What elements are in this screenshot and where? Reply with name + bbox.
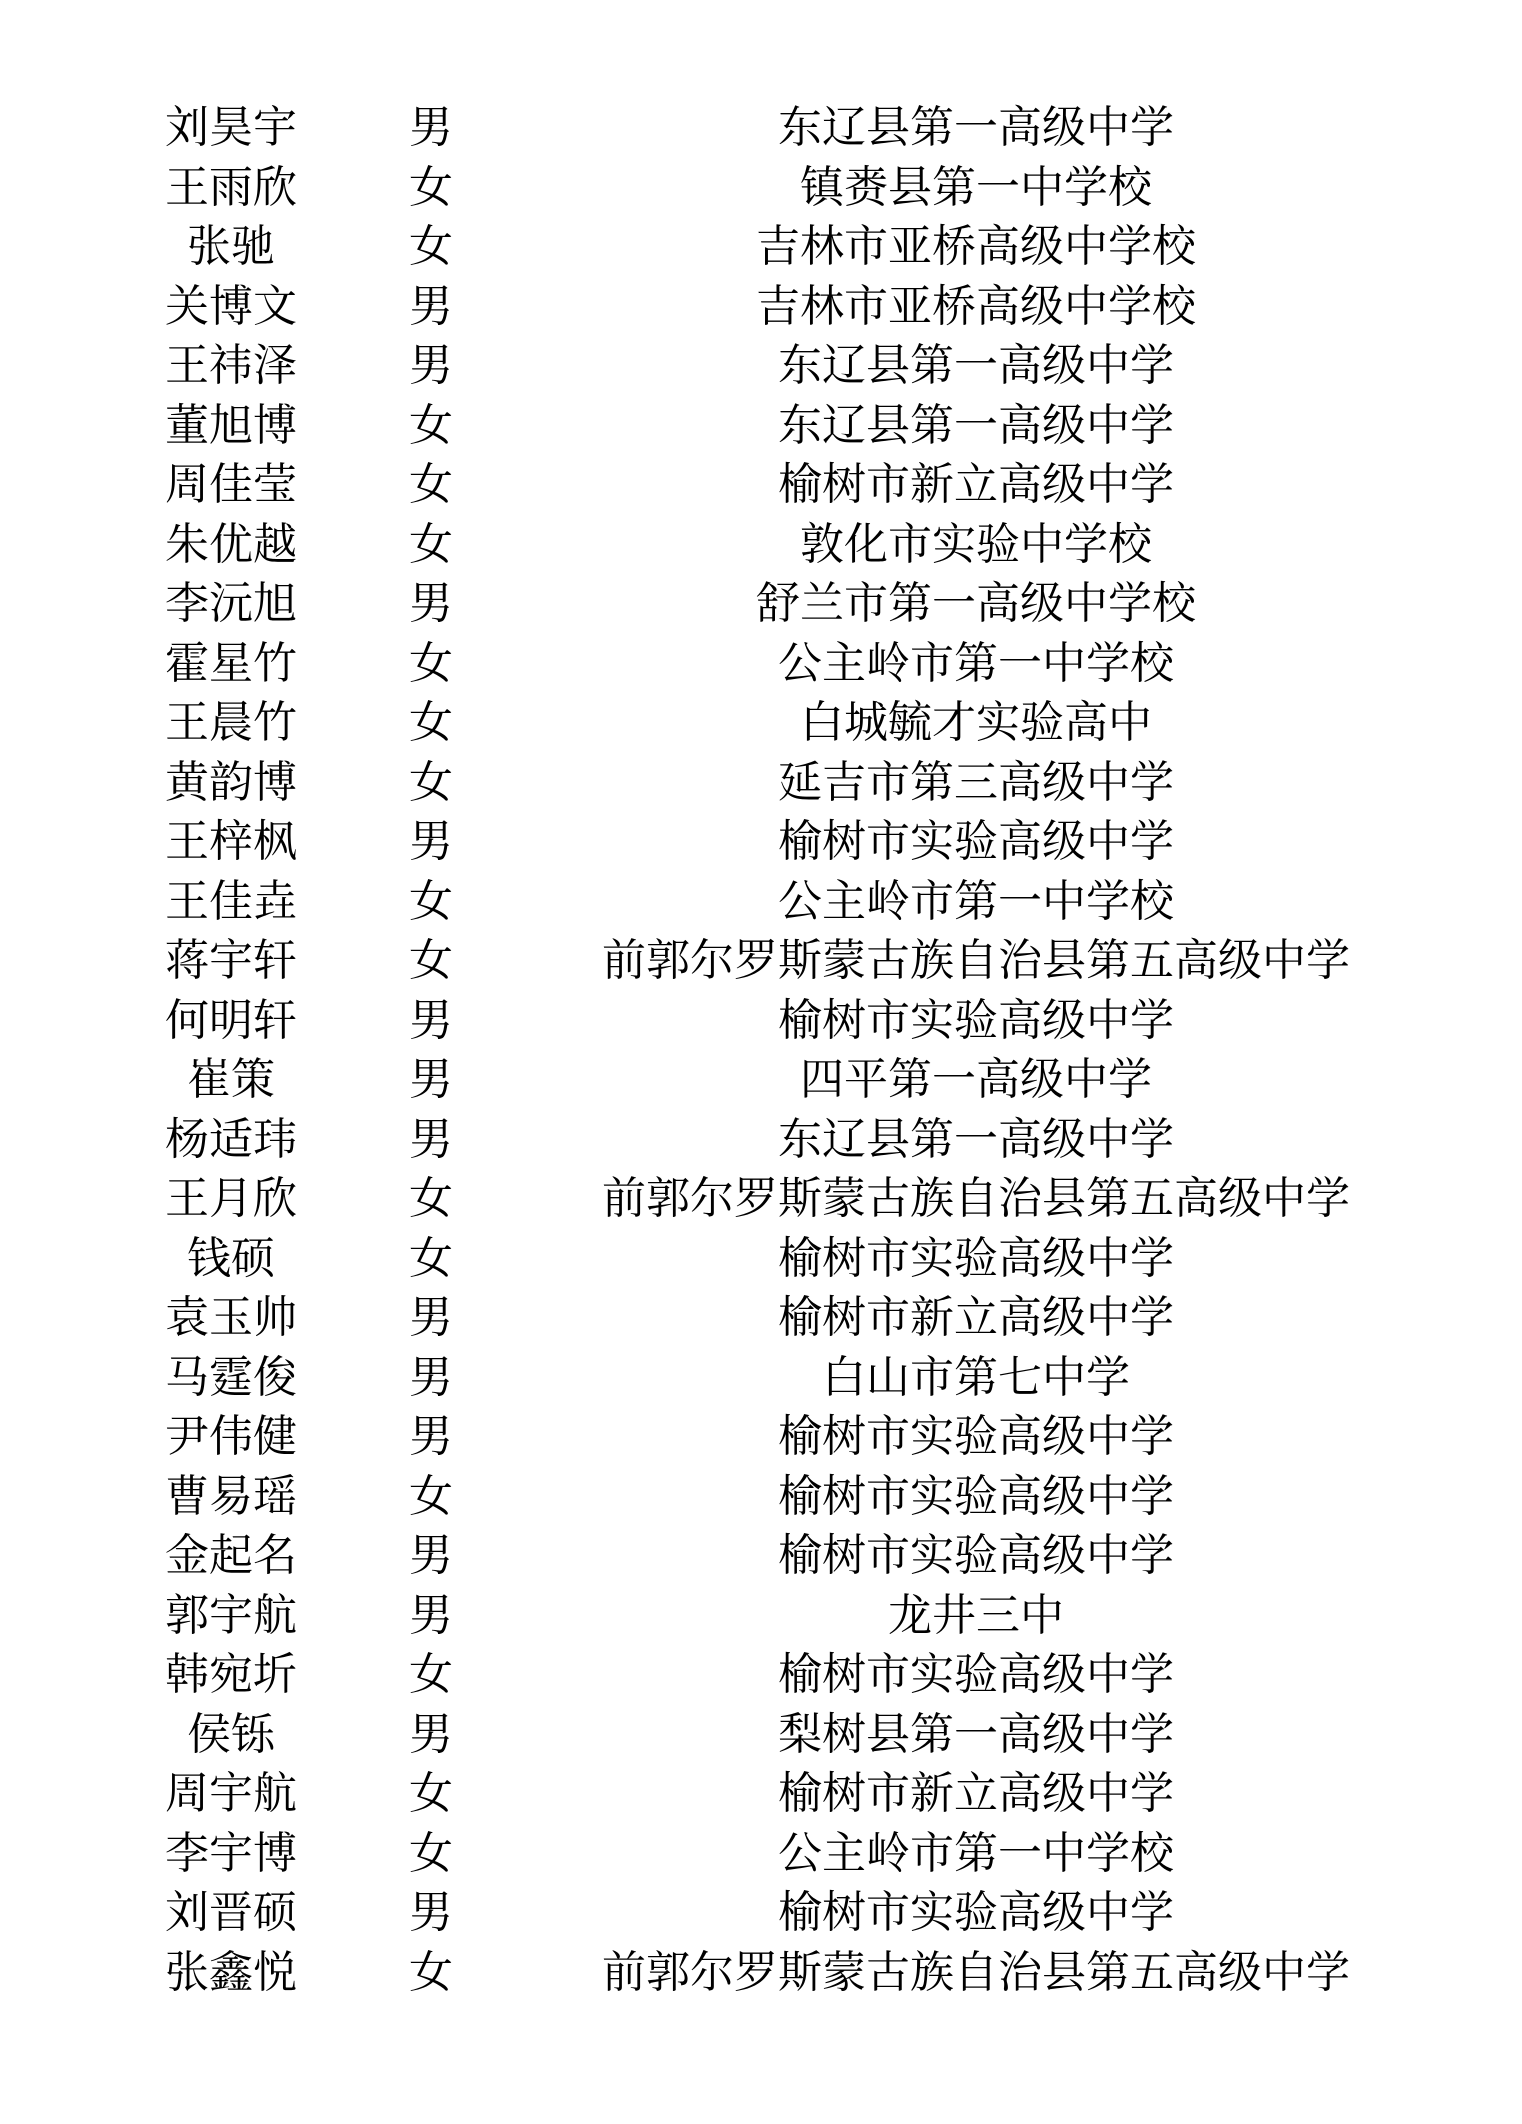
roster-row (0, 455, 1522, 515)
student-school: 东辽县第一高级中学 (778, 340, 1174, 391)
roster-row (0, 217, 1522, 277)
student-name: 金起名 (165, 1530, 297, 1581)
roster-row (0, 1110, 1522, 1170)
student-name: 韩宛圻 (165, 1649, 297, 1700)
student-gender: 女 (409, 1649, 453, 1700)
roster-row (0, 1050, 1522, 1110)
student-name: 王雨欣 (165, 161, 297, 213)
student-gender: 男 (409, 1887, 453, 1938)
student-name: 霍星竹 (165, 637, 297, 689)
student-gender: 男 (409, 280, 453, 332)
roster-row (0, 693, 1522, 753)
roster-row (0, 1348, 1522, 1408)
roster-row (0, 396, 1522, 456)
student-school: 白山市第七中学 (822, 1351, 1130, 1403)
student-name: 王月欣 (165, 1173, 297, 1224)
student-gender: 男 (409, 816, 453, 867)
roster-row (0, 753, 1522, 813)
roster-row (0, 1764, 1522, 1824)
student-name: 王梓枫 (165, 816, 297, 867)
student-name: 马霆俊 (165, 1351, 297, 1403)
roster-row (0, 1645, 1522, 1705)
student-school: 舒兰市第一高级中学校 (756, 578, 1196, 629)
student-school: 龙井三中 (888, 1589, 1064, 1641)
student-name: 王晨竹 (165, 697, 297, 748)
student-gender: 女 (409, 1768, 453, 1819)
student-school: 公主岭市第一中学校 (778, 875, 1174, 927)
student-school: 东辽县第一高级中学 (778, 102, 1174, 153)
student-gender: 女 (409, 637, 453, 689)
student-school: 镇赉县第一中学校 (800, 161, 1152, 213)
student-school: 白城毓才实验高中 (800, 697, 1152, 748)
student-name: 王祎泽 (165, 340, 297, 391)
student-school: 榆树市实验高级中学 (778, 1530, 1174, 1581)
student-school: 四平第一高级中学 (800, 1054, 1152, 1105)
student-gender: 男 (409, 1292, 453, 1343)
student-gender: 女 (409, 1827, 453, 1879)
student-name: 尹伟健 (165, 1411, 297, 1462)
student-name: 杨适玮 (165, 1113, 297, 1165)
student-gender: 女 (409, 161, 453, 213)
student-school: 公主岭市第一中学校 (778, 1827, 1174, 1879)
student-school: 吉林市亚桥高级中学校 (756, 280, 1196, 332)
roster-row (0, 1467, 1522, 1527)
student-gender: 女 (409, 697, 453, 748)
student-name: 李宇博 (165, 1827, 297, 1879)
student-name: 崔策 (187, 1054, 275, 1105)
roster-row (0, 1824, 1522, 1884)
student-school: 延吉市第三高级中学 (778, 756, 1174, 808)
student-gender: 男 (409, 1113, 453, 1165)
student-gender: 女 (409, 399, 453, 451)
student-school: 吉林市亚桥高级中学校 (756, 221, 1196, 272)
student-name: 张鑫悦 (165, 1946, 297, 1998)
student-school: 公主岭市第一中学校 (778, 637, 1174, 689)
student-school: 敦化市实验中学校 (800, 518, 1152, 570)
student-school: 前郭尔罗斯蒙古族自治县第五高级中学 (602, 1946, 1350, 1998)
student-name: 钱硕 (187, 1232, 275, 1284)
student-gender: 女 (409, 1173, 453, 1224)
student-gender: 女 (409, 935, 453, 986)
student-name: 董旭博 (165, 399, 297, 451)
student-gender: 女 (409, 459, 453, 510)
roster-row (0, 634, 1522, 694)
roster-row (0, 872, 1522, 932)
roster-row (0, 1705, 1522, 1765)
student-gender: 女 (409, 221, 453, 272)
student-school: 榆树市实验高级中学 (778, 1411, 1174, 1462)
roster-row (0, 931, 1522, 991)
student-name: 周宇航 (165, 1768, 297, 1819)
roster-row (0, 98, 1522, 158)
student-gender: 男 (409, 1530, 453, 1581)
student-gender: 男 (409, 994, 453, 1046)
student-gender: 女 (409, 1232, 453, 1284)
student-gender: 女 (409, 518, 453, 570)
roster-row (0, 1229, 1522, 1289)
roster-row (0, 277, 1522, 337)
student-name: 黄韵博 (165, 756, 297, 808)
student-name: 王佳垚 (165, 875, 297, 927)
roster-row (0, 812, 1522, 872)
roster-row (0, 1883, 1522, 1943)
student-name: 曹易瑶 (165, 1470, 297, 1522)
roster-row (0, 1169, 1522, 1229)
student-school: 前郭尔罗斯蒙古族自治县第五高级中学 (602, 935, 1350, 986)
student-gender: 女 (409, 875, 453, 927)
roster-row (0, 574, 1522, 634)
student-name: 袁玉帅 (165, 1292, 297, 1343)
student-school: 梨树县第一高级中学 (778, 1708, 1174, 1760)
student-gender: 男 (409, 102, 453, 153)
student-name: 蒋宇轩 (165, 935, 297, 986)
student-name: 关博文 (165, 280, 297, 332)
roster-row (0, 1288, 1522, 1348)
student-gender: 男 (409, 1589, 453, 1641)
student-school: 榆树市实验高级中学 (778, 816, 1174, 867)
student-name: 朱优越 (165, 518, 297, 570)
student-school: 前郭尔罗斯蒙古族自治县第五高级中学 (602, 1173, 1350, 1224)
student-name: 李沅旭 (165, 578, 297, 629)
student-school: 榆树市新立高级中学 (778, 1768, 1174, 1819)
student-name: 刘昊宇 (165, 102, 297, 153)
student-school: 榆树市新立高级中学 (778, 1292, 1174, 1343)
student-school: 榆树市新立高级中学 (778, 459, 1174, 510)
student-gender: 女 (409, 1946, 453, 1998)
student-name: 郭宇航 (165, 1589, 297, 1641)
student-school: 榆树市实验高级中学 (778, 1887, 1174, 1938)
roster-row (0, 515, 1522, 575)
student-gender: 男 (409, 578, 453, 629)
student-gender: 男 (409, 1708, 453, 1760)
roster-row (0, 336, 1522, 396)
student-school: 东辽县第一高级中学 (778, 1113, 1174, 1165)
roster-row (0, 991, 1522, 1051)
roster-row (0, 1407, 1522, 1467)
roster-row (0, 1943, 1522, 2003)
student-gender: 男 (409, 1054, 453, 1105)
student-name: 刘晋硕 (165, 1887, 297, 1938)
student-gender: 男 (409, 1351, 453, 1403)
student-name: 周佳莹 (165, 459, 297, 510)
student-gender: 女 (409, 756, 453, 808)
roster-row (0, 158, 1522, 218)
student-school: 榆树市实验高级中学 (778, 1649, 1174, 1700)
student-roster (0, 98, 1522, 2002)
student-name: 何明轩 (165, 994, 297, 1046)
student-name: 张驰 (187, 221, 275, 272)
student-name: 侯铄 (187, 1708, 275, 1760)
student-school: 榆树市实验高级中学 (778, 1470, 1174, 1522)
student-gender: 男 (409, 1411, 453, 1462)
student-school: 榆树市实验高级中学 (778, 1232, 1174, 1284)
student-school: 东辽县第一高级中学 (778, 399, 1174, 451)
student-gender: 女 (409, 1470, 453, 1522)
student-gender: 男 (409, 340, 453, 391)
roster-row (0, 1526, 1522, 1586)
student-school: 榆树市实验高级中学 (778, 994, 1174, 1046)
roster-row (0, 1586, 1522, 1646)
